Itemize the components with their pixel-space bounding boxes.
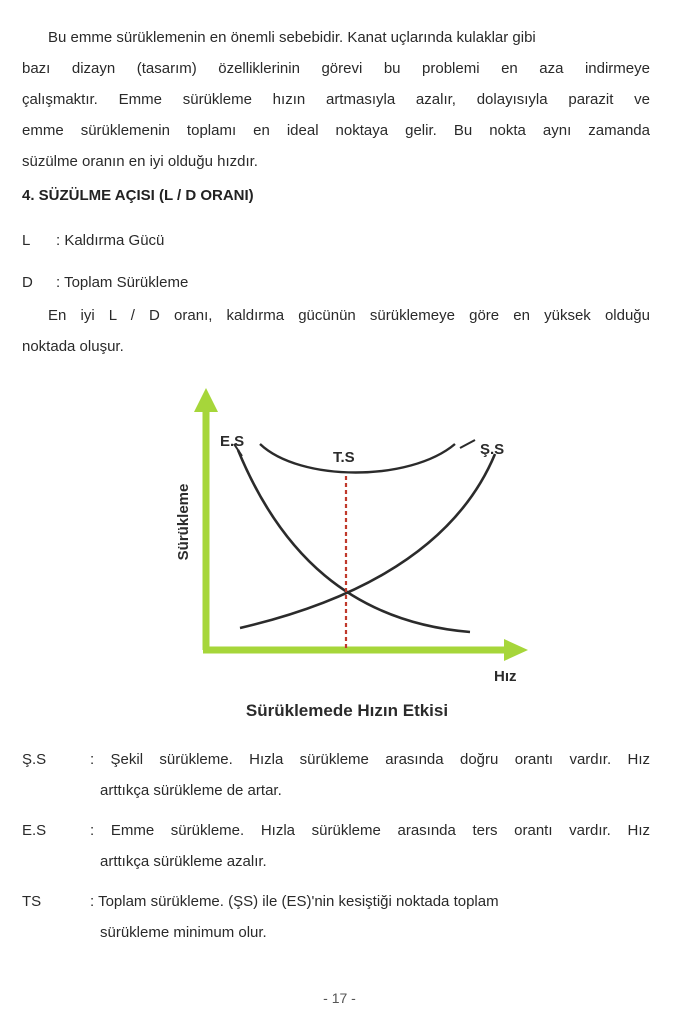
page-number: - 17 - (323, 990, 356, 1006)
definition-text: : Kaldırma Gücü (56, 232, 165, 249)
legend-line: arttıkça sürükleme azalır. (100, 853, 267, 870)
legend-line: : Şekil sürükleme. Hızla sürükleme arasında doğru orantı vardır. Hız (90, 751, 650, 768)
drag-speed-diagram (150, 382, 540, 722)
definition-key: D (22, 274, 33, 291)
x-axis-arrow (504, 639, 528, 661)
paragraph-line: süzülme oranın en iyi olduğu hızdır. (22, 153, 258, 170)
toplam-surukleme-curve (260, 444, 455, 473)
paragraph-line: emme sürüklemenin toplamı en ideal noktaya gelir. Bu nokta aynı zamanda (22, 122, 650, 139)
definition-d (22, 274, 188, 291)
es-label: E.S (220, 433, 245, 450)
legend-abbr: E.S (22, 822, 47, 839)
ss-label: Ş.S (480, 441, 505, 458)
legend-description (90, 744, 650, 806)
paragraph-line: noktada oluşur. (22, 338, 124, 355)
legend-abbr: Ş.S (22, 751, 47, 768)
y-axis-label: Sürükleme (175, 483, 192, 561)
legend-abbr: TS (22, 893, 42, 910)
definition-text: : Toplam Sürükleme (56, 274, 189, 291)
paragraph-line: bazı dizayn (tasarım) özelliklerinin görevi bu problemi en aza indirmeye (22, 60, 650, 77)
sekil-surukleme-curve (240, 454, 495, 628)
legend-line: : Emme sürükleme. Hızla sürükleme arasında ters orantı vardır. Hız (90, 822, 650, 839)
legend-line: sürükleme minimum olur. (100, 924, 267, 941)
intro-paragraph (22, 22, 650, 177)
legend-item-es (22, 815, 650, 877)
emme-surukleme-curve (238, 450, 470, 632)
legend-line: arttıkça sürükleme de artar. (100, 782, 282, 799)
x-axis-label: Hız (494, 668, 517, 685)
legend-description (90, 886, 650, 948)
figure-caption: Sürüklemede Hızın Etkisi (245, 701, 449, 720)
legend-item-ts (22, 886, 650, 948)
legend-description (90, 815, 650, 877)
definition-key: L (22, 232, 31, 249)
ss-pointer (460, 440, 475, 448)
paragraph-line: En iyi L / D oranı, kaldırma gücünün sürüklemeye göre en yüksek olduğu (48, 307, 650, 324)
paragraph-line: çalışmaktır. Emme sürükleme hızın artmasıyla azalır, dolayısıyla parazit ve (22, 91, 650, 108)
ts-label: T.S (333, 449, 355, 466)
section-heading: 4. SÜZÜLME AÇISI (L / D ORANI) (22, 187, 254, 204)
legend-item-ss (22, 744, 650, 806)
legend-line: : Toplam sürükleme. (ŞS) ile (ES)'nin kesiştiği noktada toplam (90, 893, 499, 910)
drag-speed-figure (150, 382, 540, 722)
ld-paragraph (22, 300, 650, 362)
y-axis-arrow (194, 388, 218, 412)
paragraph-line: Bu emme sürüklemenin en önemli sebebidir. Kanat uçlarında kulaklar gibi (48, 29, 536, 46)
definition-l (22, 232, 164, 249)
